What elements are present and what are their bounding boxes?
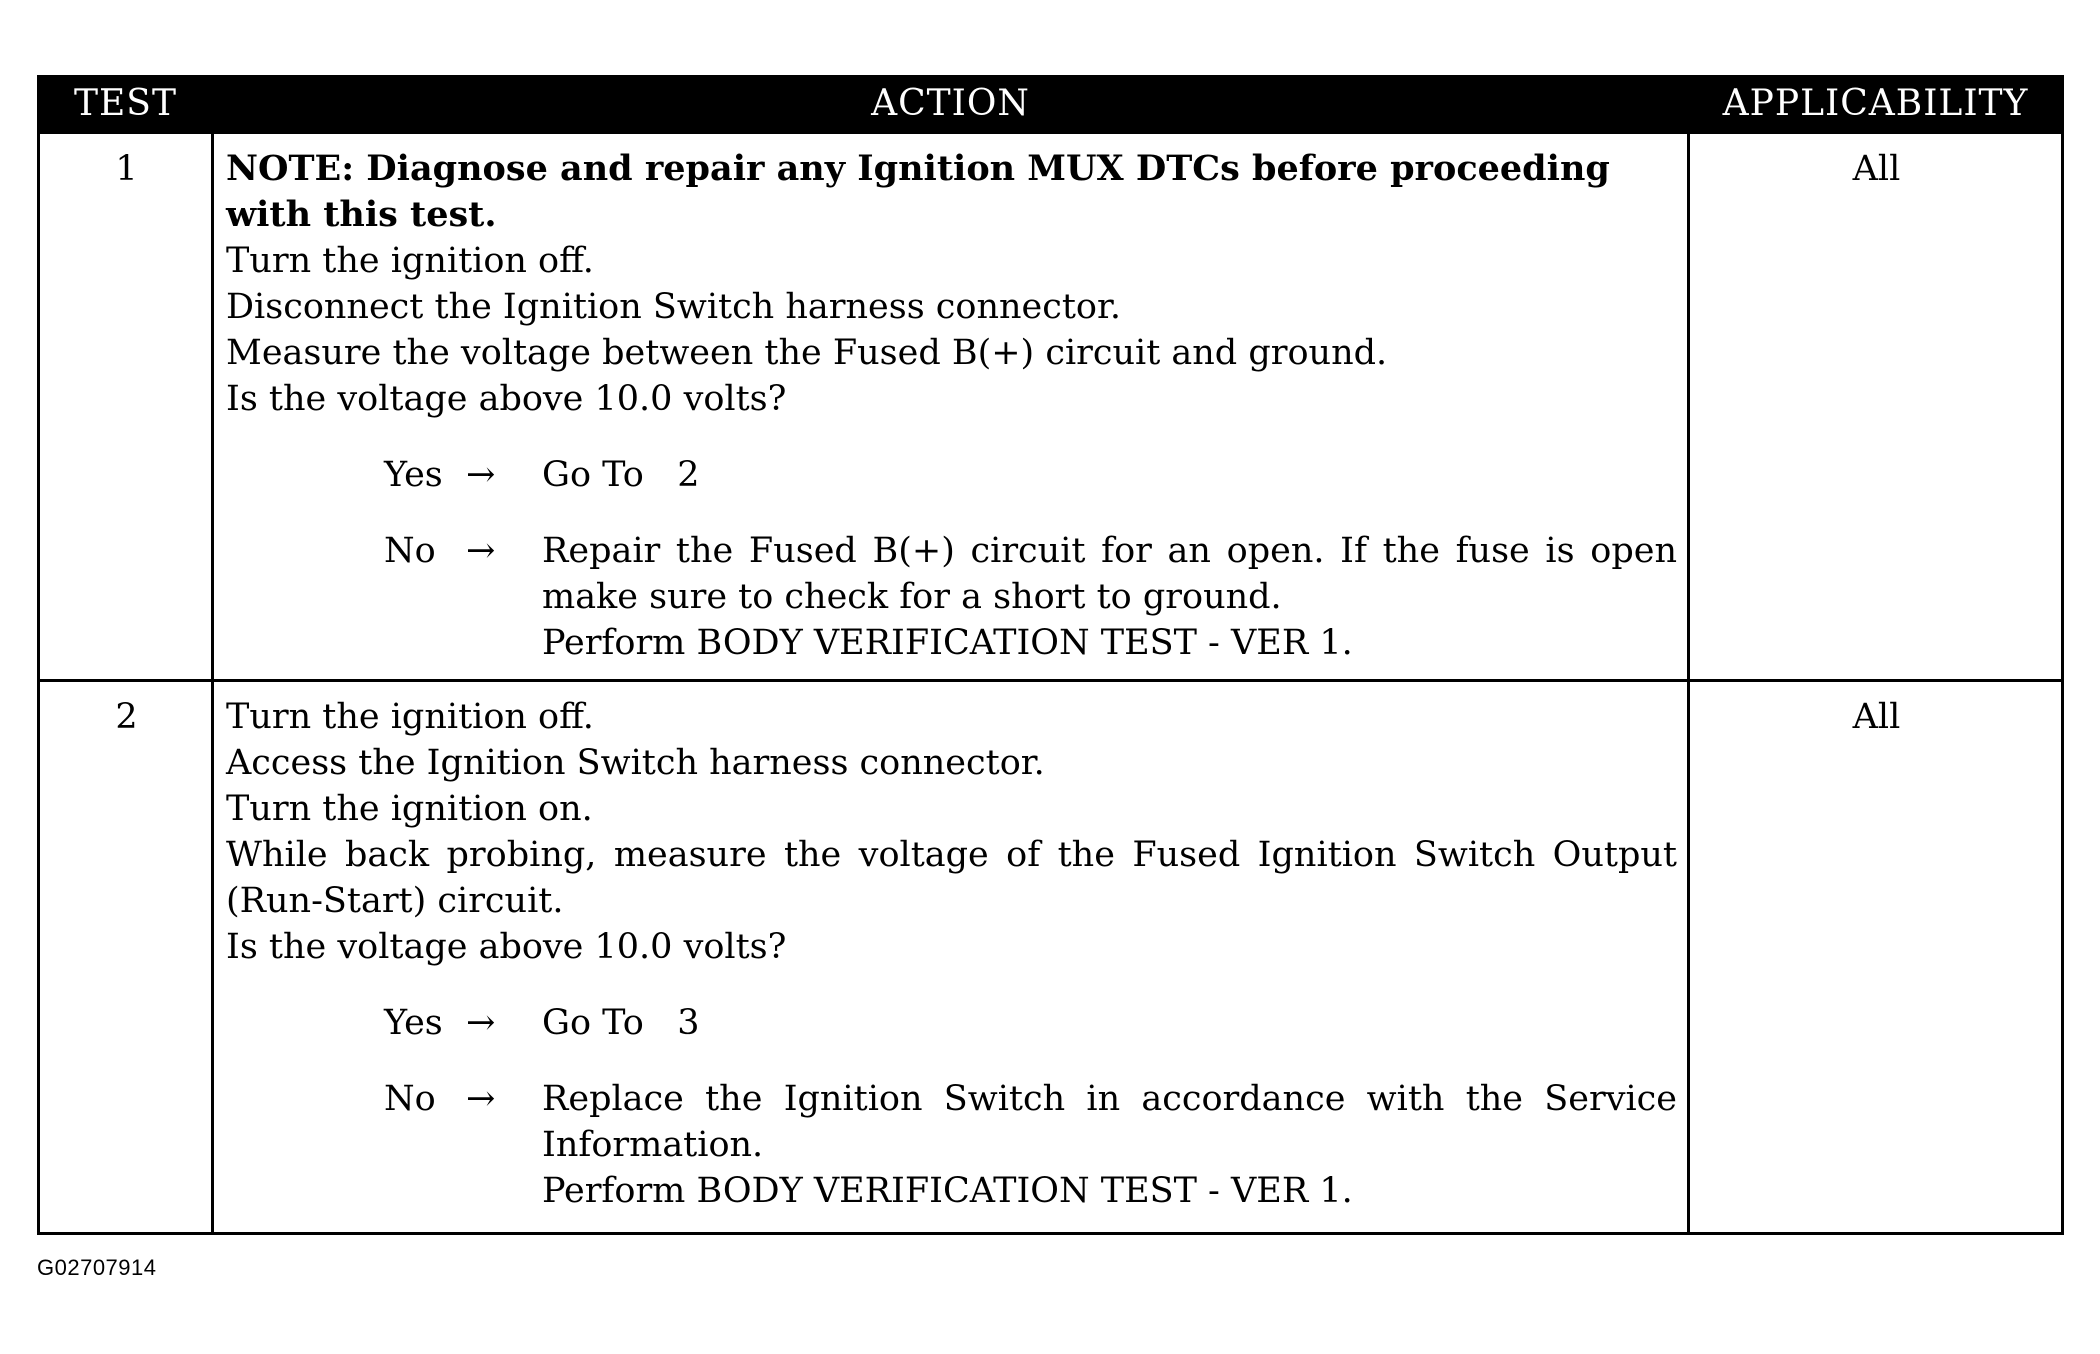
header-test: TEST — [39, 75, 213, 133]
table-body — [39, 133, 2063, 1234]
yes-label: Yes — [384, 1003, 443, 1043]
no-action-body — [542, 528, 1677, 666]
action-cell — [213, 681, 1689, 1234]
applicability-cell: All — [1689, 681, 2063, 1234]
yes-label: Yes — [384, 455, 443, 495]
no-action-body — [542, 1076, 1677, 1214]
step-text: Access the Ignition Switch harness connector. — [226, 743, 1045, 783]
yes-branch — [384, 452, 1677, 498]
action-cell — [213, 133, 1689, 681]
step-text: Turn the ignition off. — [226, 241, 594, 281]
step-text: Turn the ignition off. — [226, 697, 594, 737]
note-text: NOTE: Diagnose and repair any Ignition MUX DTCs before proceeding with this test. — [226, 148, 1610, 235]
no-label: No — [384, 1079, 436, 1119]
test-number-cell: 1 — [39, 133, 213, 681]
header-action: ACTION — [213, 75, 1689, 133]
table-row — [39, 133, 2063, 681]
no-branch — [384, 1076, 1677, 1214]
test-number-cell: 2 — [39, 681, 213, 1234]
no-branch — [384, 528, 1677, 666]
question-text: Is the voltage above 10.0 volts? — [226, 379, 787, 419]
yes-branch — [384, 1000, 1677, 1046]
question-text: Is the voltage above 10.0 volts? — [226, 927, 787, 967]
arrow-icon: → — [466, 1079, 496, 1119]
verification-text: Perform BODY VERIFICATION TEST - VER 1. — [542, 1171, 1353, 1211]
table-row — [39, 681, 2063, 1234]
diagnostic-test-table — [37, 75, 2064, 1235]
step-text: Measure the voltage between the Fused B(+) circuit and ground. — [226, 333, 1388, 373]
arrow-icon: → — [466, 531, 496, 571]
step-text: Disconnect the Ignition Switch harness connector. — [226, 287, 1122, 327]
step-text: Turn the ignition on. — [226, 789, 593, 829]
replace-text: Replace the Ignition Switch in accordance with the Service Information. — [542, 1079, 1677, 1165]
applicability-cell: All — [1689, 133, 2063, 681]
repair-text: Repair the Fused B(+) circuit for an open. If the fuse is open make sure to check for a short to ground. — [542, 531, 1677, 617]
header-row — [39, 75, 2063, 133]
no-label: No — [384, 531, 436, 571]
header-applicability: APPLICABILITY — [1689, 75, 2063, 133]
goto-text: Go To 2 — [542, 455, 700, 495]
figure-id: G02707914 — [37, 1255, 157, 1280]
step-text: While back probing, measure the voltage of the Fused Ignition Switch Output (Run-Start) circuit. — [226, 835, 1677, 921]
arrow-icon: → — [466, 455, 496, 495]
arrow-icon: → — [466, 1003, 496, 1043]
verification-text: Perform BODY VERIFICATION TEST - VER 1. — [542, 623, 1353, 663]
table-header — [39, 75, 2063, 133]
goto-text: Go To 3 — [542, 1003, 700, 1043]
